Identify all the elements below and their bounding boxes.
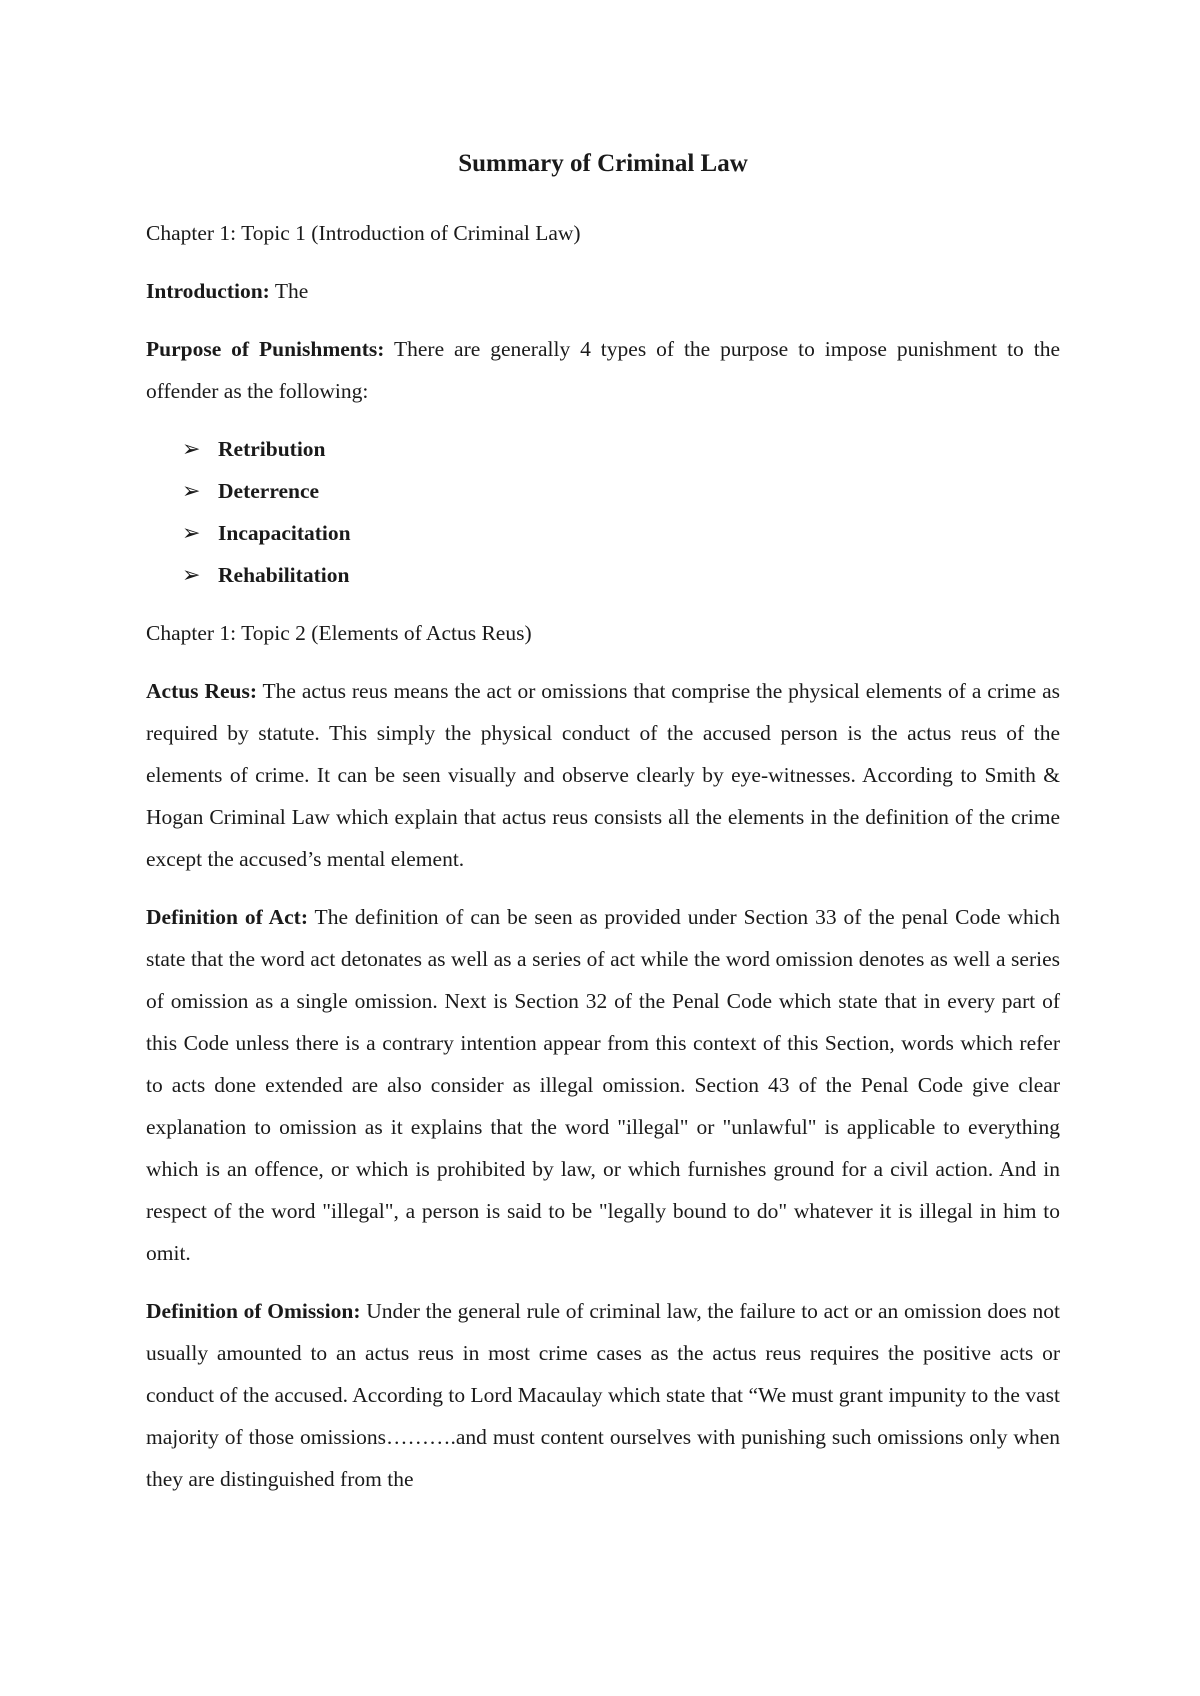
- definition-act-label: Definition of Act:: [146, 905, 308, 929]
- introduction-paragraph: [146, 270, 1060, 312]
- definition-act-text: The definition of can be seen as provided under Section 33 of the penal Code which state that the word act detonates as well as a series of act while the word omission denotes as well a series of omission as a single omission. Next is Section 32 of the Penal Code which state that in every part of this Code unless there is a contrary intention appear from this context of this Section, words which refer to acts done extended are also consider as illegal omission. Section 43 of the Penal Code give clear explanation to omission as it explains that the word "illegal" or "unlawful" is applicable to everything which is an offence, or which is prohibited by law, or which furnishes ground for a civil action. And in respect of the word "illegal", a person is said to be "legally bound to do" whatever it is illegal in him to omit.: [146, 905, 1061, 1265]
- topic1-heading: Chapter 1: Topic 1 (Introduction of Criminal Law): [146, 221, 581, 245]
- list-item: [182, 512, 1060, 554]
- list-item: [182, 470, 1060, 512]
- definition-omission-label: Definition of Omission:: [146, 1299, 361, 1323]
- list-item-label: Incapacitation: [218, 521, 351, 545]
- arrowhead-bullet-icon: ➢: [182, 520, 201, 545]
- actus-reus-label: Actus Reus:: [146, 679, 257, 703]
- document-page: [146, 140, 1060, 1516]
- list-item: [182, 428, 1060, 470]
- arrowhead-bullet-icon: ➢: [182, 478, 201, 503]
- topic2-heading: Chapter 1: Topic 2 (Elements of Actus Reus): [146, 621, 532, 645]
- arrowhead-bullet-icon: ➢: [182, 562, 201, 587]
- purpose-label: Purpose of Punishments:: [146, 337, 385, 361]
- purpose-paragraph: [146, 328, 1060, 412]
- introduction-label: Introduction:: [146, 279, 270, 303]
- definition-omission-text: Under the general rule of criminal law, the failure to act or an omission does not usually amounted to an actus reus in most crime cases as the actus reus requires the positive acts or conduct of the accused. According to Lord Macaulay which state that “We must grant impunity to the vast majority of those omissions……….and must content ourselves with punishing such omissions only when they are distinguished from the: [146, 1299, 1060, 1491]
- document-title: Summary of Criminal Law: [458, 150, 748, 177]
- actus-reus-text: The actus reus means the act or omissions that comprise the physical elements of a crime as required by statute. This simply the physical conduct of the accused person is the actus reus of the elements of crime. It can be seen visually and observe clearly by eye-witnesses. According to Smith & Hogan Criminal Law which explain that actus reus consists all the elements in the definition of the crime except the accused’s mental element.: [146, 679, 1060, 871]
- definition-act-paragraph: [146, 896, 1060, 1274]
- actus-reus-paragraph: [146, 670, 1060, 880]
- list-item-label: Rehabilitation: [218, 563, 350, 587]
- purpose-list: [146, 428, 1060, 596]
- list-item-label: Deterrence: [218, 479, 320, 503]
- list-item-label: Retribution: [218, 437, 326, 461]
- purpose-text: There are generally 4 types of the purpose to impose punishment to the offender as the following:: [146, 337, 1060, 403]
- definition-omission-paragraph: [146, 1290, 1060, 1500]
- arrowhead-bullet-icon: ➢: [182, 436, 201, 461]
- introduction-text: The: [269, 279, 309, 303]
- list-item: [182, 554, 1060, 596]
